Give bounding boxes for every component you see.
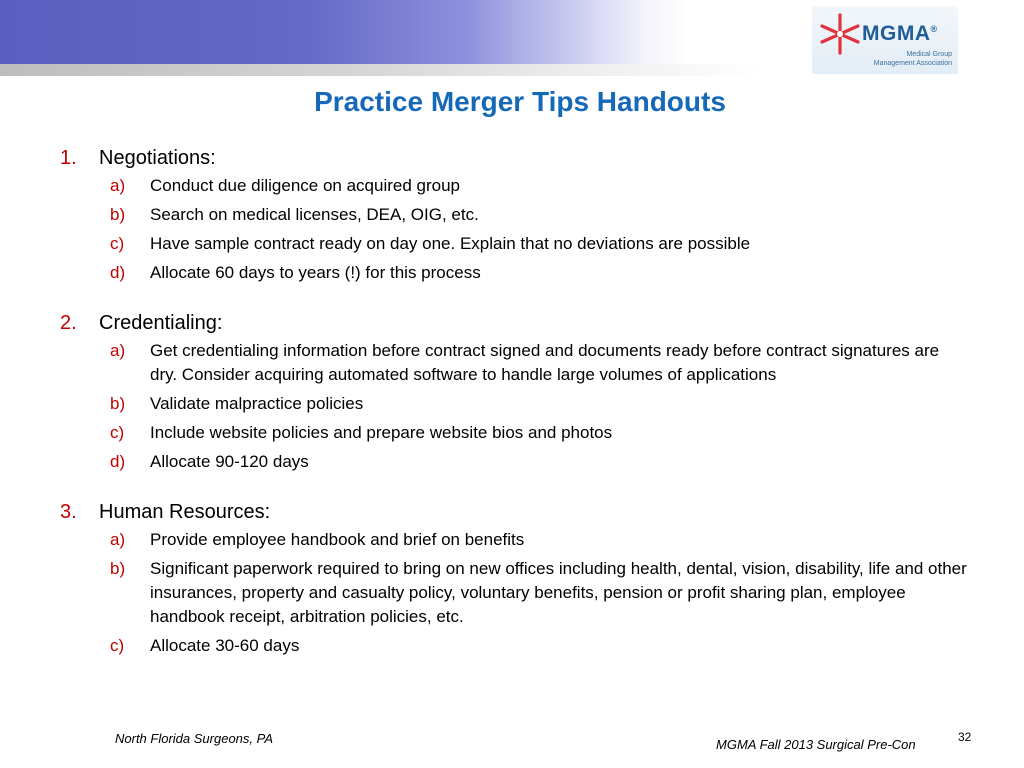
section-heading: [60, 309, 970, 337]
list-item: [110, 232, 970, 256]
footer-organization: North Florida Surgeons, PA: [115, 731, 273, 746]
sub-list: [110, 174, 970, 285]
item-text: Get credentialing information before contract signed and documents ready before contract signatures are dry. Consider acquiring automated software to handle large volumes of applications: [150, 341, 940, 384]
item-letter: b): [110, 394, 126, 413]
header-banner: [0, 0, 752, 64]
item-text: Validate malpractice policies: [150, 394, 364, 413]
list-item: [110, 450, 970, 474]
logo-brand-text: MGMA®: [862, 22, 938, 45]
page-number: 32: [958, 730, 972, 744]
footer-event: MGMA Fall 2013 Surgical Pre-Con: [716, 737, 916, 752]
item-text: Significant paperwork required to bring on new offices including health, dental, vision, disability, life and other insurances, property and casualty policy, voluntary benefits, pension or profit sharing plan, employee handbook receipt, arbitration policies, etc.: [150, 559, 967, 626]
item-letter: d): [110, 452, 126, 471]
list-item: [110, 339, 970, 387]
section-title: Human Resources:: [99, 501, 271, 523]
section-human-resources: [60, 498, 970, 658]
section-negotiations: [60, 144, 970, 285]
item-text: Search on medical licenses, DEA, OIG, etc.: [150, 205, 479, 224]
item-text: Have sample contract ready on day one. Explain that no deviations are possible: [150, 234, 751, 253]
section-title: Credentialing:: [99, 312, 223, 334]
item-letter: a): [110, 341, 126, 360]
item-letter: a): [110, 530, 126, 549]
section-number: 1.: [60, 147, 77, 169]
item-letter: b): [110, 559, 126, 578]
section-number: 3.: [60, 501, 77, 523]
mgma-logo: [812, 6, 958, 74]
list-item: [110, 421, 970, 445]
item-text: Provide employee handbook and brief on benefits: [150, 530, 525, 549]
list-item: [110, 203, 970, 227]
logo-subtitle: Medical Group Management Association: [873, 51, 952, 67]
list-item: [110, 174, 970, 198]
section-credentialing: [60, 309, 970, 474]
item-text: Conduct due diligence on acquired group: [150, 176, 461, 195]
item-letter: c): [110, 234, 125, 253]
item-letter: d): [110, 263, 126, 282]
item-letter: c): [110, 423, 125, 442]
item-letter: a): [110, 176, 126, 195]
section-heading: [60, 498, 970, 526]
section-number: 2.: [60, 312, 77, 334]
item-text: Allocate 60 days to years (!) for this process: [150, 263, 481, 282]
item-letter: c): [110, 636, 125, 655]
section-heading: [60, 144, 970, 172]
section-title: Negotiations:: [99, 147, 216, 169]
list-item: [110, 261, 970, 285]
header-shadow-band: [0, 64, 760, 76]
item-text: Allocate 90-120 days: [150, 452, 309, 471]
sub-list: [110, 528, 970, 658]
item-letter: b): [110, 205, 126, 224]
list-item: [110, 392, 970, 416]
list-item: [110, 528, 970, 552]
list-item: [110, 634, 970, 658]
item-text: Include website policies and prepare website bios and photos: [150, 423, 613, 442]
slide-content: [60, 144, 970, 682]
list-item: [110, 557, 970, 629]
item-text: Allocate 30-60 days: [150, 636, 300, 655]
sub-list: [110, 339, 970, 474]
slide-title: Practice Merger Tips Handouts: [314, 86, 726, 117]
